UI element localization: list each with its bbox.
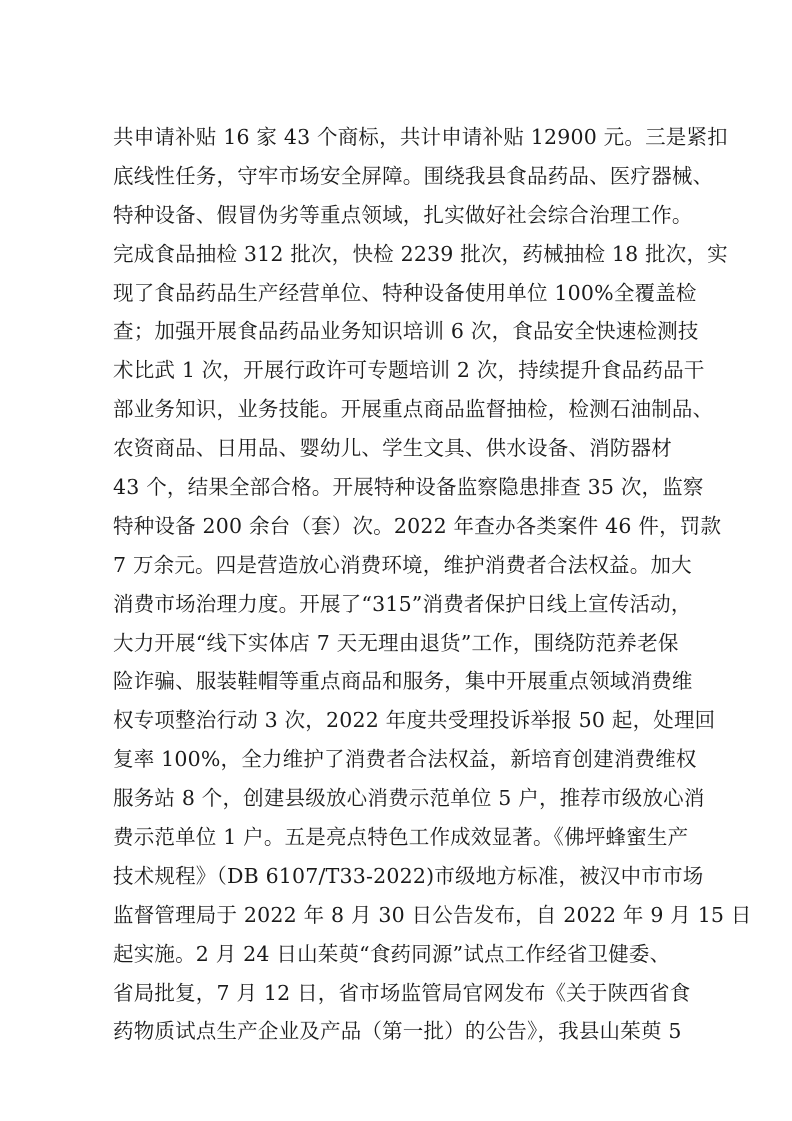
body-paragraph (113, 118, 752, 1051)
text-line: 技术规程》（DB 6107/T33-2022)市级地方标准，被汉中市市场 (113, 863, 704, 888)
text-line: 省局批复，7 月 12 日，省市场监管局官网发布《关于陕西省食 (113, 980, 691, 1005)
text-line: 农资商品、日用品、婴幼儿、学生文具、供水设备、消防器材 (113, 436, 672, 461)
text-line: 部业务知识，业务技能。开展重点商品监督抽检，检测石油制品、 (113, 397, 714, 422)
text-line: 险诈骗、服装鞋帽等重点商品和服务，集中开展重点领域消费维 (113, 669, 693, 694)
text-line: 特种设备、假冒伪劣等重点领域，扎实做好社会综合治理工作。 (113, 202, 693, 227)
text-line: 大力开展“线下实体店 7 天无理由退货”工作，围绕防范养老保 (113, 630, 679, 655)
text-line: 消费市场治理力度。开展了“315”消费者保护日线上宣传活动， (113, 591, 692, 616)
text-line: 特种设备 200 余台（套）次。2022 年查办各类案件 46 件，罚款 (113, 513, 722, 538)
text-line: 底线性任务，守牢市场安全屏障。围绕我县食品药品、医疗器械、 (113, 163, 714, 188)
text-line: 服务站 8 个，创建县级放心消费示范单位 5 户，推荐市级放心消 (113, 786, 705, 811)
text-line: 完成食品抽检 312 批次，快检 2239 批次，药械抽检 18 批次，实 (113, 241, 728, 266)
text-line: 监督管理局于 2022 年 8 月 30 日公告发布，自 2022 年 9 月 15 日 (113, 902, 752, 927)
text-line: 7 万余元。四是营造放心消费环境，维护消费者合法权益。加大 (113, 552, 692, 577)
text-line: 起实施。2 月 24 日山茱萸“食药同源”试点工作经省卫健委、 (113, 941, 671, 966)
text-line: 43 个，结果全部合格。开展特种设备监察隐患排查 35 次，监察 (113, 475, 704, 500)
text-line: 权专项整治行动 3 次，2022 年度共受理投诉举报 50 起，处理回 (113, 708, 716, 733)
text-line: 费示范单位 1 户。五是亮点特色工作成效显著。《佛坪蜂蜜生产 (113, 825, 689, 850)
text-line: 术比武 1 次，开展行政许可专题培训 2 次，持续提升食品药品干 (113, 358, 705, 383)
text-line: 查；加强开展食品药品业务知识培训 6 次，食品安全快速检测技 (113, 319, 699, 344)
text-line: 共申请补贴 16 家 43 个商标，共计申请补贴 12900 元。三是紧扣 (113, 125, 728, 149)
text-line: 药物质试点生产企业及产品（第一批）的公告》，我县山茱萸 5 (113, 1019, 682, 1044)
text-line: 复率 100%，全力维护了消费者合法权益，新培育创建消费维权 (113, 747, 697, 772)
text-line: 现了食品药品生产经营单位、特种设备使用单位 100%全覆盖检 (113, 280, 697, 305)
